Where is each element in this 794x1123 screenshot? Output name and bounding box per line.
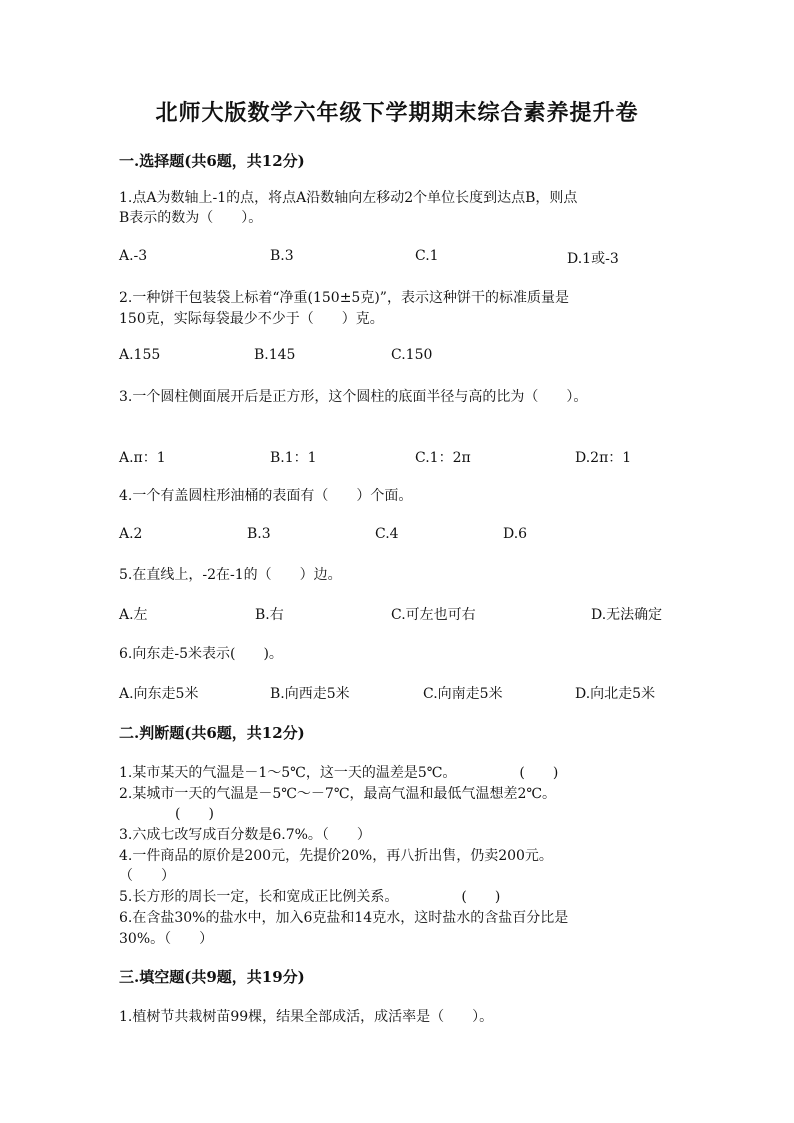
judgement-line-2: 2.某城市一天的气温是－5℃～－7℃，最高气温和最低气温想差2℃。: [119, 786, 557, 802]
question-1-line-2: B表示的数为（ ）。: [119, 210, 263, 226]
question-3-line-1: 3.一个圆柱侧面展开后是正方形，这个圆柱的底面半径与高的比为（ ）。: [119, 389, 588, 405]
question-1-option-c: C.1: [415, 248, 439, 264]
question-5-option-c: C.可左也可右: [391, 607, 476, 623]
section-heading-judgement: 二.判断题(共6题，共12分): [119, 724, 305, 742]
fill-in-question-1: 1.植树节共栽树苗99棵，结果全部成活，成活率是（ ）。: [119, 1009, 494, 1025]
section-heading-choice: 一.选择题(共6题，共12分): [119, 152, 305, 170]
question-4-option-b: B.3: [247, 526, 271, 542]
judgement-line-6: （ ）: [119, 868, 175, 884]
question-3-option-c: C.1：2π: [415, 450, 471, 466]
judgement-line-1: 1.某市某天的气温是－1～5℃，这一天的温差是5℃。 ( ): [119, 765, 559, 781]
question-5-option-b: B.右: [255, 607, 284, 623]
question-5-option-d: D.无法确定: [591, 607, 663, 623]
question-1-line-1: 1.点A为数轴上-1的点，将点A沿数轴向左移动2个单位长度到达点B，则点: [119, 190, 578, 206]
question-5-line-1: 5.在直线上，-2在-1的（ ）边。: [119, 567, 342, 583]
judgement-line-9: 30%。（ ）: [119, 931, 214, 947]
question-2-line-2: 150克，实际每袋最少不少于（ ）克。: [119, 311, 384, 327]
judgement-line-4: 3.六成七改写成百分数是6.7%。（ ）: [119, 827, 371, 843]
question-1-option-a: A.-3: [119, 248, 148, 264]
page-title: 北师大版数学六年级下学期期末综合素养提升卷: [155, 100, 639, 126]
question-2-option-b: B.145: [254, 347, 296, 363]
judgement-line-5: 4.一件商品的原价是200元，先提价20%，再八折出售，仍卖200元。: [119, 848, 553, 864]
question-1-option-d: D.1或-3: [567, 251, 619, 267]
question-2-option-c: C.150: [391, 347, 433, 363]
question-2-option-a: A.155: [119, 347, 161, 363]
question-6-option-c: C.向南走5米: [423, 686, 503, 702]
question-5-option-a: A.左: [119, 607, 148, 623]
question-6-option-b: B.向西走5米: [270, 686, 350, 702]
question-3-option-d: D.2π：1: [575, 450, 632, 466]
question-2-line-1: 2.一种饼干包装袋上标着“净重(150±5克)”，表示这种饼干的标准质量是: [119, 290, 569, 306]
judgement-line-8: 6.在含盐30%的盐水中，加入6克盐和14克水，这时盐水的含盐百分比是: [119, 910, 569, 926]
question-1-option-b: B.3: [270, 248, 294, 264]
question-4-option-c: C.4: [375, 526, 399, 542]
question-6-line-1: 6.向东走-5米表示( )。: [119, 646, 283, 662]
question-3-option-b: B.1：1: [270, 450, 317, 466]
question-4-line-1: 4.一个有盖圆柱形油桶的表面有（ ）个面。: [119, 488, 413, 504]
question-4-option-d: D.6: [503, 526, 528, 542]
judgement-line-7: 5.长方形的周长一定，长和宽成正比例关系。 ( ): [119, 889, 501, 905]
judgement-line-3: ( ): [119, 806, 214, 822]
question-6-option-d: D.向北走5米: [575, 686, 656, 702]
section-heading-fill-in: 三.填空题(共9题，共19分): [119, 968, 305, 986]
question-3-option-a: A.π：1: [119, 450, 166, 466]
question-6-option-a: A.向东走5米: [119, 686, 199, 702]
question-4-option-a: A.2: [119, 526, 143, 542]
